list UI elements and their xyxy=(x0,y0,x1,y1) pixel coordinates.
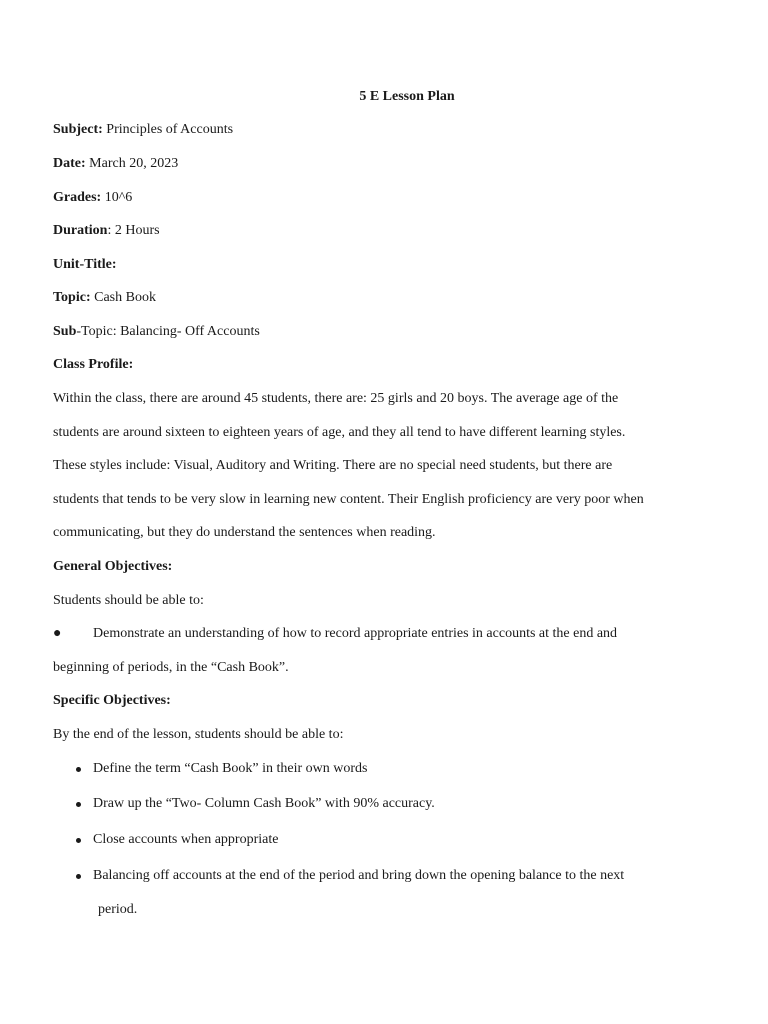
specific-objectives-intro: By the end of the lesson, students should be able to: xyxy=(53,727,344,742)
class-profile-line-5: communicating, but they do understand the sentences when reading. xyxy=(53,525,436,540)
specific-objective-item-1: Define the term “Cash Book” in their own words xyxy=(93,761,368,776)
grades-value: 10^6 xyxy=(101,190,133,205)
bullet-dot-icon xyxy=(76,838,81,843)
bullet-dot-icon xyxy=(76,874,81,879)
duration-value: : 2 Hours xyxy=(107,223,160,238)
general-objective-item-line-2: beginning of periods, in the “Cash Book”. xyxy=(53,660,289,675)
grades-line xyxy=(53,190,132,206)
bullet-dot-icon xyxy=(76,767,81,772)
specific-objective-item-3: Close accounts when appropriate xyxy=(93,832,279,847)
general-objectives-heading: General Objectives: xyxy=(53,559,173,574)
sub-topic-value: -Topic: Balancing- Off Accounts xyxy=(76,324,260,339)
sub-topic-line xyxy=(53,324,260,340)
grades-label: Grades: xyxy=(53,190,102,205)
date-label: Date: xyxy=(53,156,86,171)
class-profile-line-3: These styles include: Visual, Auditory and Writing. There are no special need students, but there are xyxy=(53,458,613,473)
specific-objectives-heading: Specific Objectives: xyxy=(53,693,171,708)
topic-value: Cash Book xyxy=(90,290,156,305)
general-objective-item-line-1: Demonstrate an understanding of how to record appropriate entries in accounts at the end and xyxy=(93,626,618,641)
unit-title-line xyxy=(53,257,117,273)
duration-line xyxy=(53,223,160,239)
topic-label: Topic: xyxy=(53,290,91,305)
specific-objective-item-2: Draw up the “Two- Column Cash Book” with 90% accuracy. xyxy=(93,796,435,811)
unit-title-label: Unit-Title: xyxy=(53,257,117,272)
class-profile-line-2: students are around sixteen to eighteen years of age, and they all tend to have different learning styles. xyxy=(53,425,626,440)
subject-label: Subject: xyxy=(53,122,103,137)
duration-label: Duration xyxy=(53,223,108,238)
document-title: 5 E Lesson Plan xyxy=(359,89,455,104)
sub-topic-label: Sub xyxy=(53,324,77,339)
class-profile-line-4: students that tends to be very slow in learning new content. Their English proficiency are very poor when xyxy=(53,492,644,507)
specific-objective-item-4-continuation: period. xyxy=(98,902,138,917)
subject-value: Principles of Accounts xyxy=(102,122,234,137)
specific-objective-item-4: Balancing off accounts at the end of the period and bring down the opening balance to the next xyxy=(93,868,625,883)
topic-line xyxy=(53,290,156,306)
class-profile-heading: Class Profile: xyxy=(53,357,134,372)
bullet-dot-icon xyxy=(76,802,81,807)
subject-line xyxy=(53,122,233,138)
date-line xyxy=(53,156,178,172)
date-value: March 20, 2023 xyxy=(85,156,179,171)
general-objectives-intro: Students should be able to: xyxy=(53,593,204,608)
bullet-icon: ● xyxy=(53,626,62,641)
class-profile-line-1: Within the class, there are around 45 students, there are: 25 girls and 20 boys. The average age of the xyxy=(53,391,619,406)
